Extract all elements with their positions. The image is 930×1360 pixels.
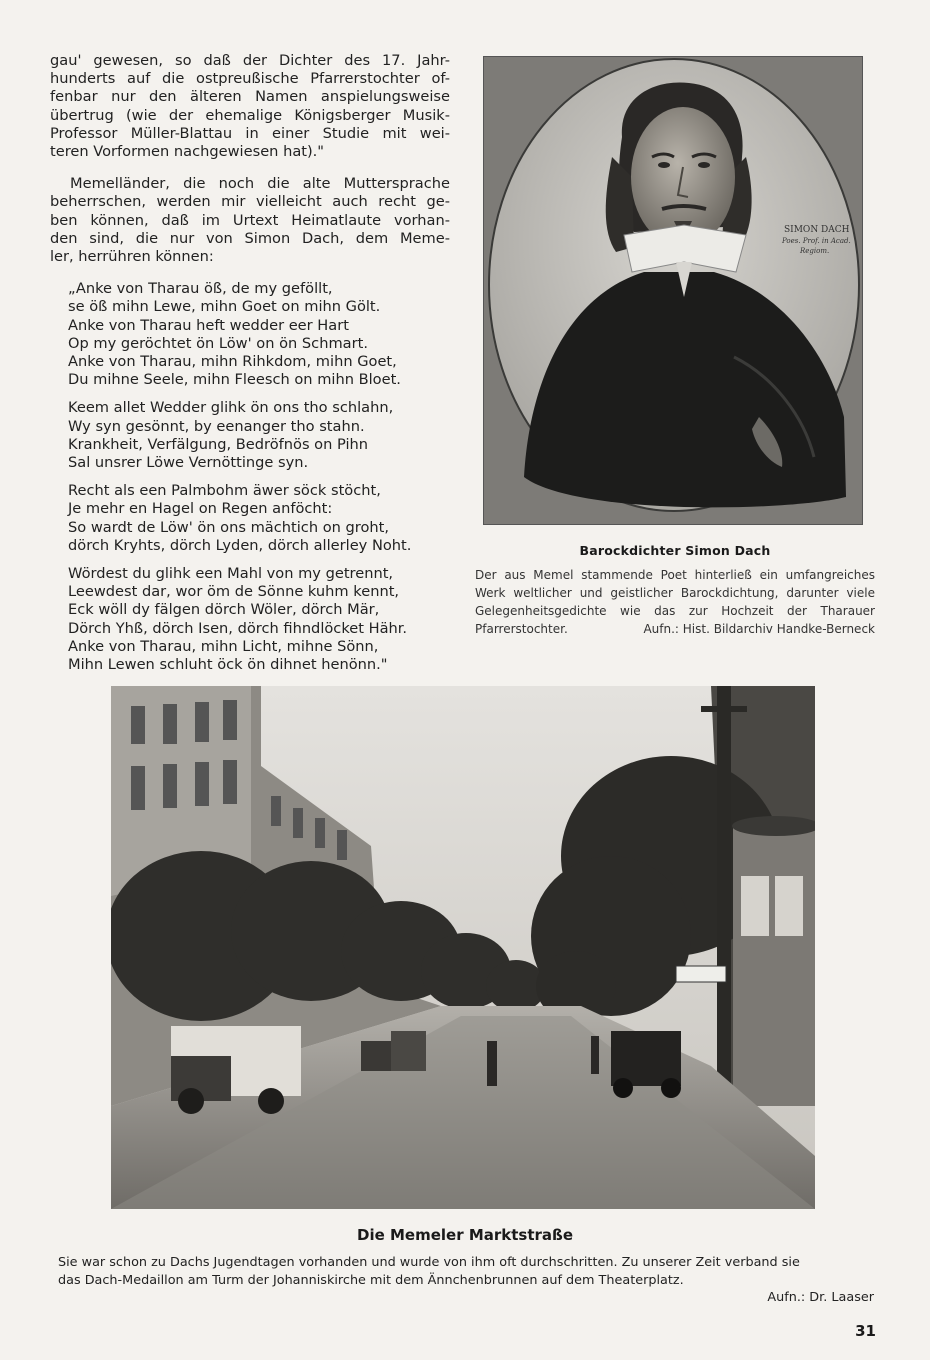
paragraph-2: [50, 175, 450, 266]
page-number: 31: [855, 1322, 876, 1340]
verse-line: Krankheit, Verfälgung, Bedröfnös on Pihn: [68, 435, 369, 453]
verse-line: Leewdest dar, wor öm de Sönne kuhm kennt,: [68, 583, 400, 601]
text-line: ler, herrühren können:: [50, 248, 214, 266]
portrait-caption: [475, 543, 875, 638]
verse-line: Eck wöll dy fälgen dörch Wöler, dörch Mär,: [68, 601, 380, 619]
inscription-line: Poes. Prof. in Acad.: [782, 237, 851, 245]
poem-stanza-4: [68, 565, 450, 674]
verse-line: dörch Kryhts, dörch Lyden, dörch allerley Noht.: [68, 536, 412, 554]
street-photo: [111, 686, 815, 1209]
street-illustration: [111, 686, 815, 1209]
text-line: hunderts auf die ostpreußische Pfarrerstochter of-: [50, 70, 450, 88]
verse-line: Keem allet Wedder glihk ön ons tho schlahn,: [68, 399, 394, 417]
inscription-line: SIMON DACH: [784, 225, 850, 235]
article-text-column: [50, 52, 450, 684]
verse-line: Wördest du glihk een Mahl von my getrennt,: [68, 565, 394, 583]
poem-stanza-2: [68, 399, 450, 472]
verse-line: Anke von Tharau, mihn Licht, mihne Sönn,: [68, 637, 379, 655]
photo-credit: Aufn.: Dr. Laaser: [767, 1290, 874, 1305]
caption-line: das Dach-Medaillon am Turm der Johanniskirche mit dem Ännchenbrunnen auf dem Theaterplatz.: [58, 1272, 684, 1288]
text-line: Memelländer, die noch die alte Muttersprache: [70, 175, 450, 193]
verse-line: Op my geröchtet ön Löw' on ön Schmart.: [68, 334, 368, 352]
text-line: teren Vorformen nachgewiesen hat).": [50, 143, 325, 161]
portrait-caption-title: Barockdichter Simon Dach: [579, 543, 771, 558]
verse-line: Sal unsrer Löwe Vernöttinge syn.: [68, 454, 309, 472]
poem-stanza-1: [68, 280, 450, 389]
verse-line: Wy syn gesönnt, by eenanger tho stahn.: [68, 417, 365, 435]
verse-line: „Anke von Tharau öß, de my geföllt,: [68, 280, 333, 298]
verse-line: Anke von Tharau heft wedder eer Hart: [68, 316, 349, 334]
text-line: ben können, daß im Urtext Heimatlaute vorhan-: [50, 211, 450, 229]
caption-last-text: Pfarrerstochter.: [475, 622, 568, 636]
caption-line: [475, 620, 875, 638]
caption-line: Gelegenheitsgedichte wie das zur Hochzeit der Tharauer: [475, 604, 875, 618]
text-line: übertrug (wie der ehemalige Königsberger Musik-: [50, 106, 450, 124]
street-photo-caption: [58, 1254, 875, 1289]
verse-line: Recht als een Palmbohm äwer söck stöcht,: [68, 482, 381, 500]
verse-line: Mihn Lewen schluht öck ön dihnet henönn.": [68, 656, 388, 674]
verse-line: Anke von Tharau, mihn Rihkdom, mihn Goet,: [68, 353, 397, 371]
text-line: fenbar nur den älteren Namen anspielungsweise: [50, 88, 450, 106]
text-line: den sind, die nur von Simon Dach, dem Meme-: [50, 229, 450, 247]
text-line: gau' gewesen, so daß der Dichter des 17. Jahr-: [50, 52, 450, 69]
verse-line: Je mehr en Hagel on Regen anföcht:: [68, 500, 333, 518]
caption-line: Der aus Memel stammende Poet hinterließ ein umfangreiches: [475, 568, 875, 582]
portrait-illustration: [484, 57, 863, 525]
verse-line: Du mihne Seele, mihn Fleesch on mihn Bloet.: [68, 371, 401, 389]
paragraph-1: [50, 52, 450, 161]
poem-stanza-3: [68, 482, 450, 555]
verse-line: So wardt de Löw' ön ons mächtich on groht,: [68, 518, 390, 536]
inscription-line: Regiom.: [800, 247, 830, 255]
verse-line: se öß mihn Lewe, mihn Goet on mihn Gölt.: [68, 298, 381, 316]
verse-line: Dörch Yhß, dörch Isen, dörch fihndlöcket Hähr.: [68, 619, 408, 637]
text-line: beherrschen, werden mir vielleicht auch recht ge-: [50, 193, 450, 211]
caption-line: Werk weltlicher und geistlicher Barockdichtung, darunter viele: [475, 586, 875, 600]
caption-line: Sie war schon zu Dachs Jugendtagen vorhanden und wurde von ihm oft durchschritten. Zu unserer Zeit verband sie: [58, 1255, 800, 1270]
portrait-photo: [483, 56, 863, 525]
street-photo-title: Die Memeler Marktstraße: [357, 1226, 573, 1244]
photo-credit: Aufn.: Hist. Bildarchiv Handke-Berneck: [643, 622, 875, 636]
text-line: Professor Müller-Blattau in einer Studie mit wei-: [50, 124, 450, 142]
